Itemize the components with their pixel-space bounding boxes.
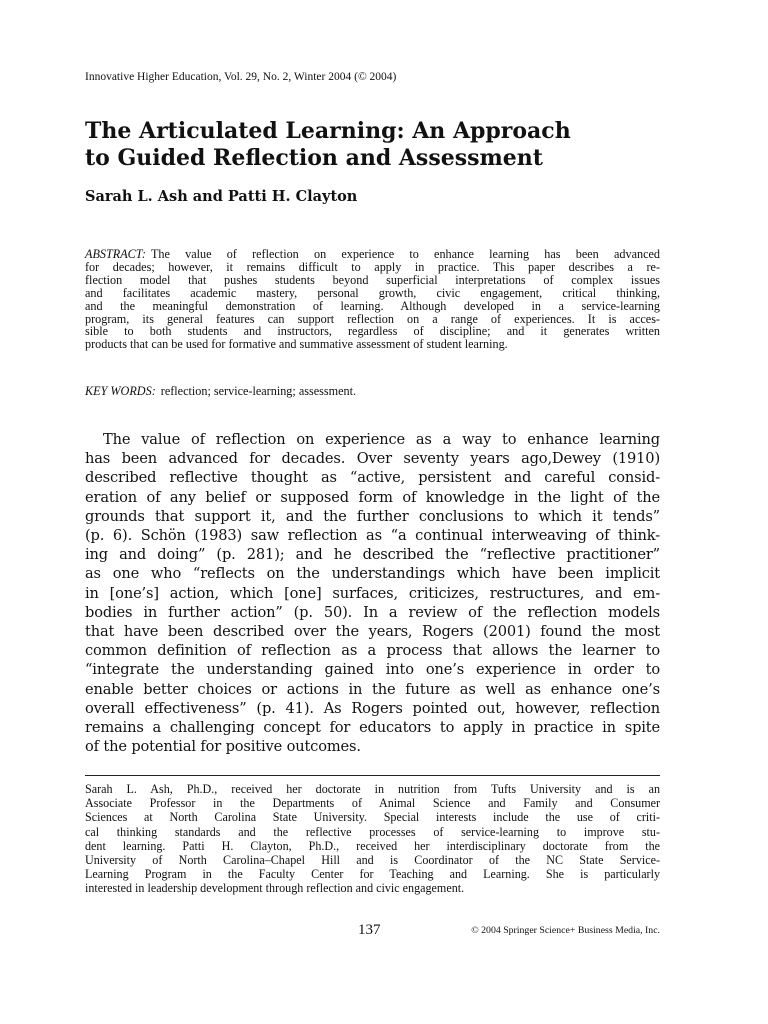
keywords-text: reflection; service-learning; assessment.: [160, 384, 357, 398]
author-footnote: [85, 782, 660, 896]
abstract-line: and facilitates academic mastery, personal growth, civic engagement, critical thinking,: [85, 285, 660, 300]
abstract-line: flection model that pushes students beyond superficial interpretations of complex issues: [85, 272, 660, 287]
footnote-divider: [85, 775, 660, 776]
body-line: overall effectiveness” (p. 41). As Rogers pointed out, however, reflection: [85, 699, 660, 717]
footnote-line: Associate Professor in the Departments of Animal Science and Family and Consumer: [85, 796, 660, 811]
footnote-line: University of North Carolina–Chapel Hill and is Coordinator of the NC State Service-: [85, 853, 660, 868]
body-line: in [one’s] action, which [one] surfaces, criticizes, restructures, and em-: [85, 584, 660, 602]
abstract-line: sible to both students and instructors, regardless of discipline; and it generates written: [85, 324, 660, 339]
body-paragraph: [85, 430, 660, 756]
abstract-line: [85, 248, 660, 261]
body-line: ing and doing” (p. 281); and he described the “reflective practitioner”: [85, 546, 660, 564]
body-line: The value of reflection on experience as a way to enhance learning: [103, 431, 660, 448]
body-line: enable better choices or actions in the future as well as enhance one’s: [85, 680, 660, 698]
keywords-label: KEY WORDS:: [85, 384, 156, 398]
keywords: [85, 384, 660, 399]
abstract-line: products that can be used for formative and summative assessment of student learning.: [85, 337, 508, 352]
body-line: grounds that support it, and the further conclusions to which it tends”: [85, 507, 660, 525]
copyright-notice: © 2004 Springer Science+ Business Media, Inc.: [471, 925, 660, 936]
footnote-line: dent learning. Patti H. Clayton, Ph.D., received her interdisciplinary doctorate from the: [85, 838, 660, 853]
body-line: of the potential for positive outcomes.: [85, 738, 361, 756]
abstract-text: The value of reflection on experience to enhance learning has been advanced: [150, 247, 660, 261]
body-line: has been advanced for decades. Over seventy years ago,Dewey (1910): [85, 450, 660, 468]
title-line-1: The Articulated Learning: An Approach: [85, 118, 571, 144]
footnote-line: Sarah L. Ash, Ph.D., received her doctorate in nutrition from Tufts University and is an: [85, 782, 660, 796]
body-line: remains a challenging concept for educators to apply in practice in spite: [85, 719, 660, 737]
body-line: common definition of reflection as a process that allows the learner to: [85, 642, 660, 660]
page-number: 137: [358, 922, 381, 938]
author-line: Sarah L. Ash and Patti H. Clayton: [85, 188, 358, 205]
footnote-line: Learning Program in the Faculty Center for Teaching and Learning. She is particularly: [85, 867, 660, 882]
abstract-label: ABSTRACT:: [85, 247, 146, 261]
abstract-line: and the meaningful demonstration of learning. Although developed in a service-learning: [85, 298, 660, 313]
abstract: [85, 248, 660, 351]
body-line: (p. 6). Schön (1983) saw reflection as “a continual interweaving of think-: [85, 527, 660, 545]
footnote-line: interested in leadership development through reflection and civic engagement.: [85, 881, 465, 896]
body-line: “integrate the understanding gained into one’s experience in order to: [85, 661, 660, 679]
body-line: eration of any belief or supposed form of knowledge in the light of the: [85, 488, 660, 506]
article-title: [85, 118, 685, 172]
abstract-line: program, its general features can support reflection on a range of experiences. It is acces-: [85, 311, 660, 326]
footnote-line: Sciences at North Carolina State University. Special interests include the use of criti-: [85, 810, 660, 825]
running-head: Innovative Higher Education, Vol. 29, No. 2, Winter 2004 (© 2004): [85, 71, 397, 83]
body-line: that have been described over the years, Rogers (2001) found the most: [85, 623, 660, 641]
body-line: described reflective thought as “active, persistent and careful consid-: [85, 469, 660, 487]
footnote-line: cal thinking standards and the reflective processes of service-learning to improve stu-: [85, 824, 660, 839]
body-line: bodies in further action” (p. 50). In a review of the reflection models: [85, 603, 660, 621]
title-line-2: to Guided Reflection and Assessment: [85, 145, 543, 171]
body-line: as one who “reflects on the understandings which have been implicit: [85, 565, 660, 583]
abstract-line: for decades; however, it remains difficult to apply in practice. This paper describes a re-: [85, 259, 660, 274]
